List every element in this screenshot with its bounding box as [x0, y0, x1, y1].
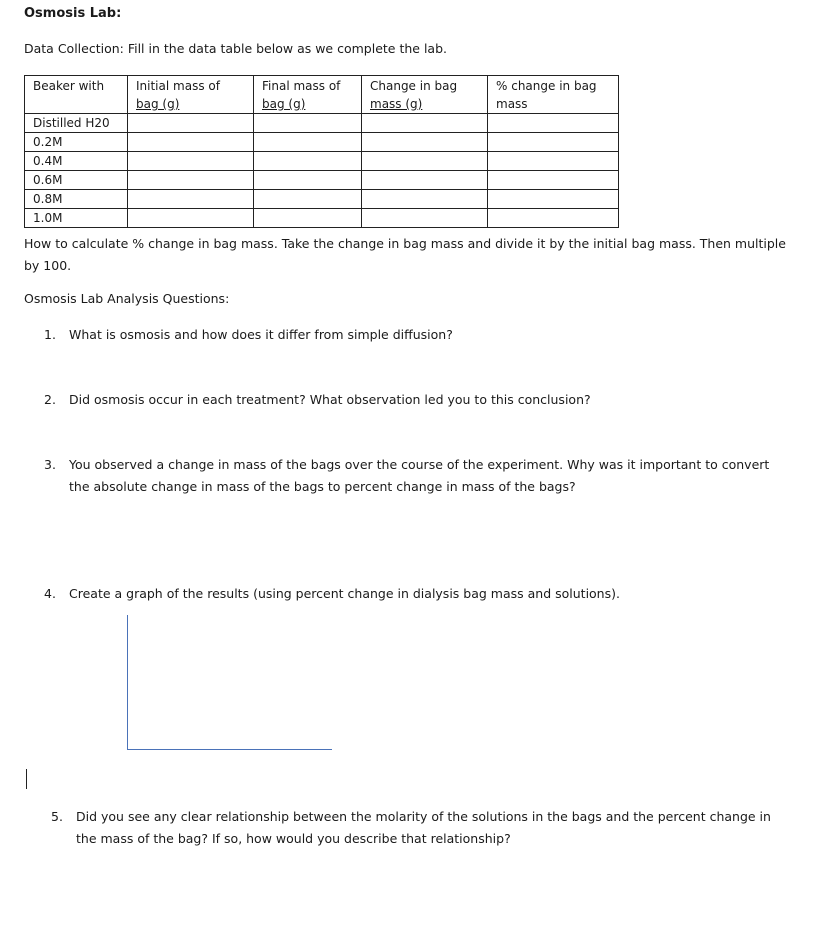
- question-number: 2.: [44, 392, 56, 407]
- final-mass-cell[interactable]: [254, 133, 362, 152]
- header-initial-mass: Initial mass of bag (g): [128, 76, 254, 114]
- row-label: 0.4M: [25, 152, 128, 171]
- header-beaker-with: Beaker with: [25, 76, 128, 114]
- data-collection-instructions: Data Collection: Fill in the data table below as we complete the lab.: [24, 41, 447, 56]
- row-label: 0.6M: [25, 171, 128, 190]
- question-text: Create a graph of the results (using percent change in dialysis bag mass and solutions).: [69, 586, 620, 601]
- header-change-mass: Change in bag mass (g): [362, 76, 488, 114]
- question-3: [44, 454, 804, 498]
- question-text: You observed a change in mass of the bags over the course of the experiment. Why was it important to convert the absolute change in mass of the bags to percent change in mass of the bags?: [69, 457, 770, 494]
- row-label: 0.8M: [25, 190, 128, 209]
- question-text: Did you see any clear relationship between the molarity of the solutions in the bags and the percent change in the mass of the bag? If so, how would you describe that relationship?: [76, 809, 771, 846]
- initial-mass-cell[interactable]: [128, 209, 254, 228]
- percent-change-cell[interactable]: [488, 114, 619, 133]
- final-mass-cell[interactable]: [254, 152, 362, 171]
- question-5: [51, 806, 811, 850]
- initial-mass-cell[interactable]: [128, 114, 254, 133]
- table-row: [25, 171, 619, 190]
- row-label: Distilled H20: [25, 114, 128, 133]
- percent-change-cell[interactable]: [488, 171, 619, 190]
- percent-change-cell[interactable]: [488, 190, 619, 209]
- text-cursor: [26, 769, 27, 789]
- initial-mass-cell[interactable]: [128, 133, 254, 152]
- percent-change-cell[interactable]: [488, 133, 619, 152]
- final-mass-cell[interactable]: [254, 209, 362, 228]
- question-number: 3.: [44, 457, 56, 472]
- change-mass-cell[interactable]: [362, 114, 488, 133]
- table-row: [25, 152, 619, 171]
- table-row: [25, 190, 619, 209]
- table-row: [25, 209, 619, 228]
- percent-change-cell[interactable]: [488, 209, 619, 228]
- change-mass-cell[interactable]: [362, 171, 488, 190]
- change-mass-cell[interactable]: [362, 209, 488, 228]
- graph-x-axis: [127, 749, 332, 750]
- graph-y-axis: [127, 615, 128, 750]
- percent-change-cell[interactable]: [488, 152, 619, 171]
- calculation-note: How to calculate % change in bag mass. Take the change in bag mass and divide it by the initial bag mass. Then multiple by 100.: [24, 236, 786, 273]
- initial-mass-cell[interactable]: [128, 152, 254, 171]
- change-mass-cell[interactable]: [362, 152, 488, 171]
- table-row: [25, 133, 619, 152]
- analysis-title: Osmosis Lab Analysis Questions:: [24, 291, 230, 306]
- question-1: [44, 324, 804, 346]
- final-mass-cell[interactable]: [254, 114, 362, 133]
- question-number: 4.: [44, 586, 56, 601]
- question-text: What is osmosis and how does it differ from simple diffusion?: [69, 327, 453, 342]
- header-final-mass: Final mass of bag (g): [254, 76, 362, 114]
- final-mass-cell[interactable]: [254, 171, 362, 190]
- final-mass-cell[interactable]: [254, 190, 362, 209]
- page-title: Osmosis Lab:: [24, 6, 122, 21]
- question-number: 5.: [51, 809, 63, 824]
- question-text: Did osmosis occur in each treatment? What observation led you to this conclusion?: [69, 392, 591, 407]
- question-number: 1.: [44, 327, 56, 342]
- question-4: [44, 583, 804, 605]
- initial-mass-cell[interactable]: [128, 171, 254, 190]
- table-row: [25, 114, 619, 133]
- change-mass-cell[interactable]: [362, 190, 488, 209]
- row-label: 1.0M: [25, 209, 128, 228]
- data-table: [24, 75, 619, 228]
- question-2: [44, 389, 804, 411]
- header-percent-change: % change in bag mass: [488, 76, 619, 114]
- row-label: 0.2M: [25, 133, 128, 152]
- table-header-row: [25, 76, 619, 114]
- change-mass-cell[interactable]: [362, 133, 488, 152]
- initial-mass-cell[interactable]: [128, 190, 254, 209]
